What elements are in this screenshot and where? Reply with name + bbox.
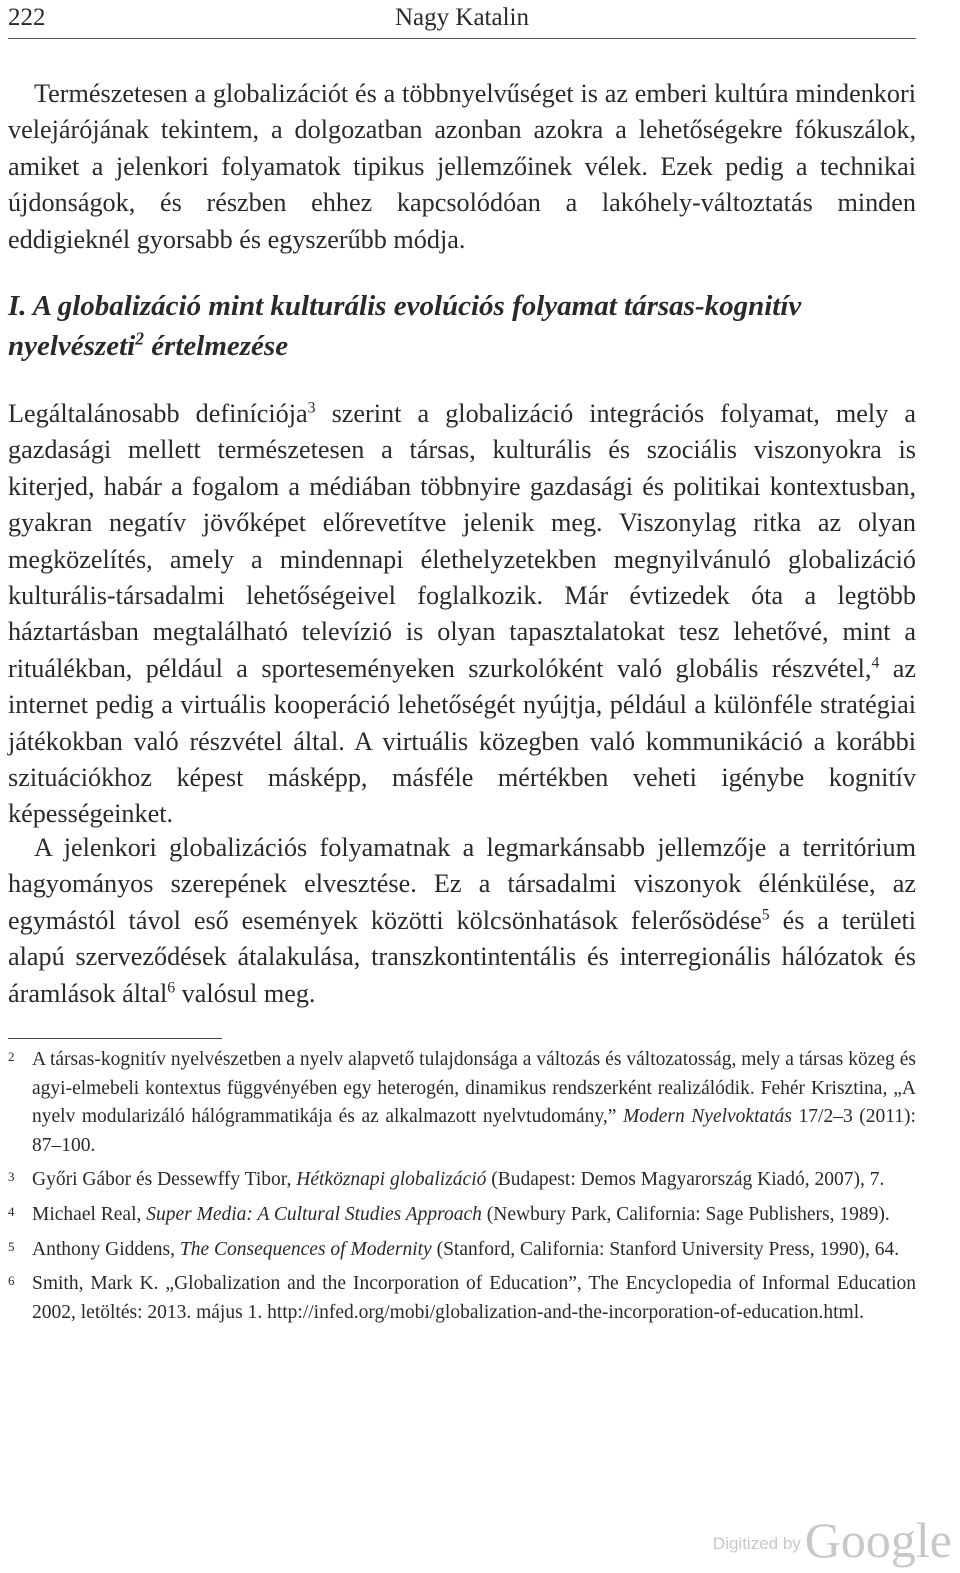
paragraph-text: valósul meg. <box>175 978 316 1008</box>
footnote-number: 6 <box>8 1273 15 1289</box>
footnote-ref-6[interactable]: 6 <box>167 978 176 996</box>
header-rule <box>8 38 916 39</box>
paragraph-text: A jelenkori globalizációs folyamatnak a legmarkánsabb jellemzője a territórium hagyományos szerepének elvesztése. Ez a társadalmi viszonyok élénkülése, az egymástól távol eső események közötti kölcsönhatások felerősödése <box>8 833 916 935</box>
footnote-italic: The Consequences of Modernity <box>179 1238 432 1260</box>
footnote-3 <box>8 1166 916 1195</box>
footnote-6 <box>8 1270 916 1327</box>
footnote-text: (Budapest: Demos Magyarország Kiadó, 2007), 7. <box>486 1169 885 1191</box>
territory-paragraph <box>8 830 916 1012</box>
watermark-digitized-text: Digitized by <box>712 1534 801 1553</box>
footnote-text: 17/2–3 (2011): 87–100. <box>32 1106 916 1156</box>
intro-paragraph: Természetesen a globalizációt és a többnyelvűséget is az emberi kultúra mindenkori velejárójának tekintem, a dolgozatban azonban azokra a lehetőségekre fókuszálok, amiket a jelenkori folyamatok tipikus jellemzőinek vélek. Ezek pedig a technikai újdonságok, és részben ehhez kapcsolódóan a lakóhely-változtatás minden eddigieknél gyorsabb és egyszerűbb módja. <box>8 79 916 254</box>
footnote-ref-4[interactable]: 4 <box>871 654 880 672</box>
definition-paragraph <box>8 396 916 833</box>
footnotes <box>8 1046 916 1333</box>
section-heading-text: I. A globalizáció mint kulturális evolúciós folyamat társas-kognitív nyelvészeti <box>8 290 802 362</box>
section-heading-text-end: értelmezése <box>143 330 289 362</box>
footnote-text: (Stanford, California: Stanford University Press, 1990), 64. <box>431 1238 900 1260</box>
section-heading <box>8 286 916 366</box>
running-head <box>8 0 916 38</box>
footnote-4 <box>8 1201 916 1230</box>
footnote-2 <box>8 1046 916 1160</box>
footnote-number: 3 <box>8 1169 15 1185</box>
google-watermark <box>713 1512 952 1568</box>
footnote-ref-2[interactable]: 2 <box>135 328 144 349</box>
footnote-italic: Modern Nyelvoktatás <box>622 1106 792 1128</box>
footnote-number: 2 <box>8 1049 15 1064</box>
google-logo-text: Google <box>804 1512 952 1568</box>
footnote-italic: Hétköznapi globalizáció <box>296 1169 487 1191</box>
paragraph-text: Legáltalánosabb definíciója <box>8 399 308 428</box>
footnote-text: Anthony Giddens, <box>32 1238 180 1260</box>
footnote-text: A társas-kognitív nyelvészetben a nyelv alapvető tulajdonsága a változás és változatosság, mely a társas közeg és agyi-elmebeli kontextus függvényében egy heterogén, dinamikus rendszerként realizálódik. Fehér Krisztina, „A nyelv modularizáló hálógrammatikája és az alkalmazott nyelvtudomány,” <box>32 1049 916 1128</box>
footnote-ref-5[interactable]: 5 <box>761 906 770 924</box>
footnote-number: 5 <box>8 1238 15 1254</box>
paragraph-text: szerint a globalizáció integrációs folyamat, mely a gazdasági mellett természetesen a társas, kulturális és szociális viszonyokra is kiterjed, habár a fogalom a médiában többnyire gazdasági és politikai kontextusban, gyakran negatív jövőképet előrevetítve jelenik meg. Viszonylag ritka az olyan megközelítés, amely a mindennapi élethelyzetekben megnyilvánuló globalizáció kulturális-társadalmi lehetőségeivel foglalkozik. Már évtizedek óta a legtöbb háztartásban megtalálható televízió is olyan tapasztalatokat tesz lehetővé, mint a rituálékban, például a sporteseményeken szurkolóként való globális részvétel, <box>8 399 917 683</box>
footnote-5 <box>8 1236 916 1265</box>
page-number: 222 <box>8 4 46 31</box>
footnote-text: Michael Real, <box>32 1203 147 1225</box>
running-title: Nagy Katalin <box>395 4 529 31</box>
footnote-number: 4 <box>8 1203 15 1219</box>
footnote-text: (Newbury Park, California: Sage Publishers, 1989). <box>481 1203 890 1225</box>
footnote-text: Győri Gábor és Dessewffy Tibor, <box>32 1169 297 1191</box>
footnote-italic: Super Media: A Cultural Studies Approach <box>146 1203 482 1225</box>
footnote-rule <box>8 1038 222 1039</box>
footnote-text: Smith, Mark K. „Globalization and the Incorporation of Education”, The Encyclopedia of Informal Education 2002, letöltés: 2013. május 1. http://infed.org/mobi/globalization-and-the-incorporation-of-education.html. <box>32 1273 916 1323</box>
paragraph-text: az internet pedig a virtuális kooperáció lehetőségét nyújtja, például a különféle stratégiai játékokban való részvétel által. A virtuális közegben való kommunikáció a korábbi szituációkhoz képest másképp, másféle mértékben veheti igénybe kognitív képességeinket. <box>8 653 916 829</box>
paragraph-text: és a területi alapú szerveződések átalakulása, transzkontintentális és interregionális hálózatok és áramlások által <box>8 905 916 1008</box>
footnote-ref-3[interactable]: 3 <box>307 399 316 417</box>
